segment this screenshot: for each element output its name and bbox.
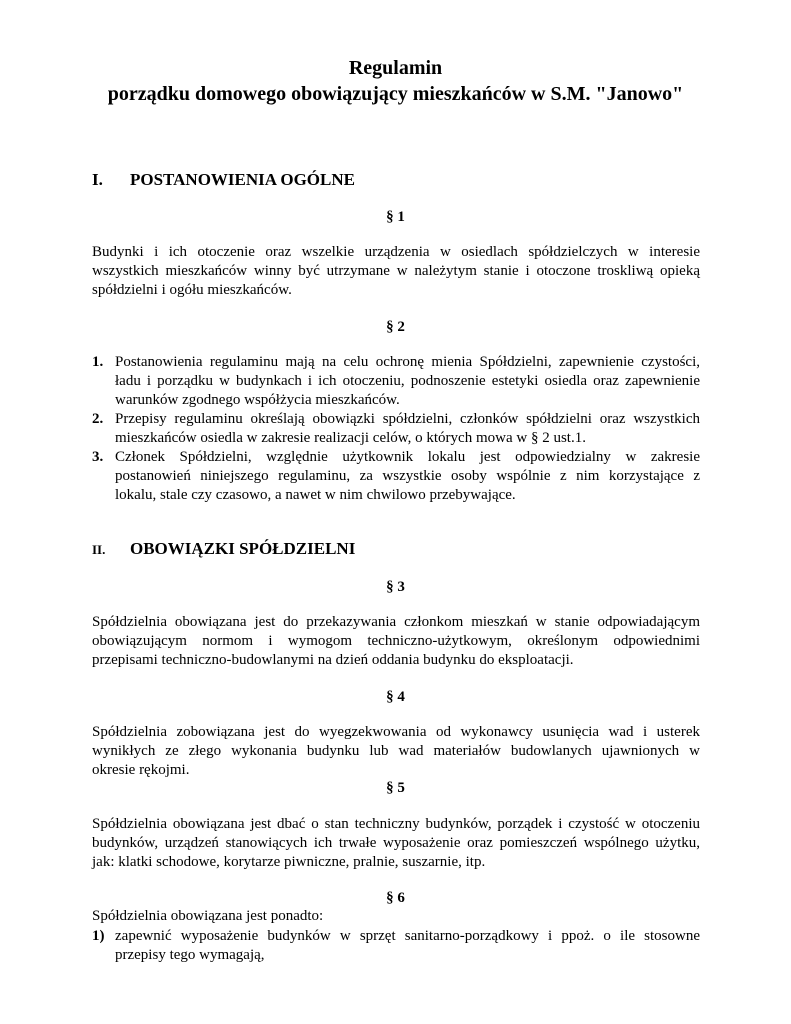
list-number: 1) <box>92 928 105 944</box>
text-line: Spółdzielnia zobowiązana jest do wyegzekwowania od wykonawcy usunięcia wad i usterek <box>92 724 700 740</box>
text-line: spółdzielni i ogółu mieszkańców. <box>92 282 292 298</box>
paragraph-label-4: § 4 <box>386 689 405 705</box>
text-line: przepisy tego wymagają, <box>115 947 265 963</box>
text-line: Spółdzielnia obowiązana jest do przekazywania członkom mieszkań w stanie odpowiadającym <box>92 614 700 630</box>
section-number: II. <box>92 542 106 557</box>
document-subtitle: porządku domowego obowiązujący mieszkańców w S.M. "Janowo" <box>107 83 684 105</box>
text-line: obowiązującym normom i wymogom techniczno-użytkowym, określonym odpowiednimi <box>92 633 700 649</box>
paragraph-body-3 <box>92 613 700 670</box>
paragraph-label-5: § 5 <box>386 780 405 796</box>
text-line: Spółdzielnia obowiązana jest dbać o stan techniczny budynków, porządek i czystość w otoczeniu <box>92 816 700 832</box>
text-line: Przepisy regulaminu określają obowiązki spółdzielni, członków spółdzielni oraz wszystkich <box>115 411 700 427</box>
text-line: warunków zgodnego współżycia mieszkańców. <box>115 392 400 408</box>
paragraph-intro-6 <box>92 907 700 926</box>
text-line: Członek Spółdzielni, względnie użytkownik lokalu jest odpowiedzialny w zakresie <box>115 449 700 465</box>
list-number: 3. <box>92 449 104 465</box>
section-number: I. <box>92 170 103 189</box>
paragraph-body-4 <box>92 723 700 780</box>
text-line: okresie rękojmi. <box>92 762 190 778</box>
list-number: 2. <box>92 411 104 427</box>
text-line: przepisami techniczno-budowlanymi na dzień oddania budynku do eksploatacji. <box>92 652 574 668</box>
document-title: Regulamin <box>348 57 443 79</box>
text-line: jak: klatki schodowe, korytarze piwniczne, pralnie, suszarnie, itp. <box>92 854 486 870</box>
paragraph-body-1 <box>92 243 700 300</box>
section-heading-1 <box>92 170 355 190</box>
text-line: wynikłych ze złego wykonania budynku lub wad materiałów budowlanych ujawnionych w <box>92 743 700 759</box>
paragraph-label-2: § 2 <box>386 319 405 335</box>
section-heading-2 <box>92 539 355 560</box>
list-number: 1. <box>92 354 104 370</box>
text-line: Budynki i ich otoczenie oraz wszelkie urządzenia w osiedlach spółdzielczych w interesie <box>92 244 700 260</box>
text-line: Spółdzielnia obowiązana jest ponadto: <box>92 908 324 924</box>
paragraph-label-1: § 1 <box>386 209 405 225</box>
text-line: postanowień niniejszego regulaminu, za wszystkie osoby wspólnie z nim korzystające z <box>115 468 700 484</box>
text-line: wszystkich mieszkańców winny być utrzymane w należytym stanie i otoczone troskliwą opieką <box>92 263 700 279</box>
text-line: zapewnić wyposażenie budynków w sprzęt sanitarno-porządkowy i ppoż. o ile stosowne <box>115 928 700 944</box>
section-title: POSTANOWIENIA OGÓLNE <box>130 170 355 189</box>
text-line: budynków, urządzeń stanowiących ich trwałe wyposażenie oraz pomieszczeń wspólnego użytku, <box>92 835 700 851</box>
paragraph-body-5 <box>92 815 700 872</box>
text-line: mieszkańców osiedla w zakresie realizacji celów, o których mowa w § 2 ust.1. <box>115 430 586 446</box>
section-title: OBOWIĄZKI SPÓŁDZIELNI <box>130 539 356 558</box>
paragraph-label-3: § 3 <box>386 579 405 595</box>
text-line: Postanowienia regulaminu mają na celu ochronę mienia Spółdzielni, zapewnienie czystości, <box>115 354 700 370</box>
paragraph-label-6: § 6 <box>386 890 405 906</box>
text-line: lokalu, stale czy czasowo, a nawet w nim chwilowo przebywające. <box>115 487 516 503</box>
text-line: ładu i porządku w budynkach i ich otoczeniu, podnoszenie estetyki osiedla oraz zapewnienie <box>115 373 700 389</box>
